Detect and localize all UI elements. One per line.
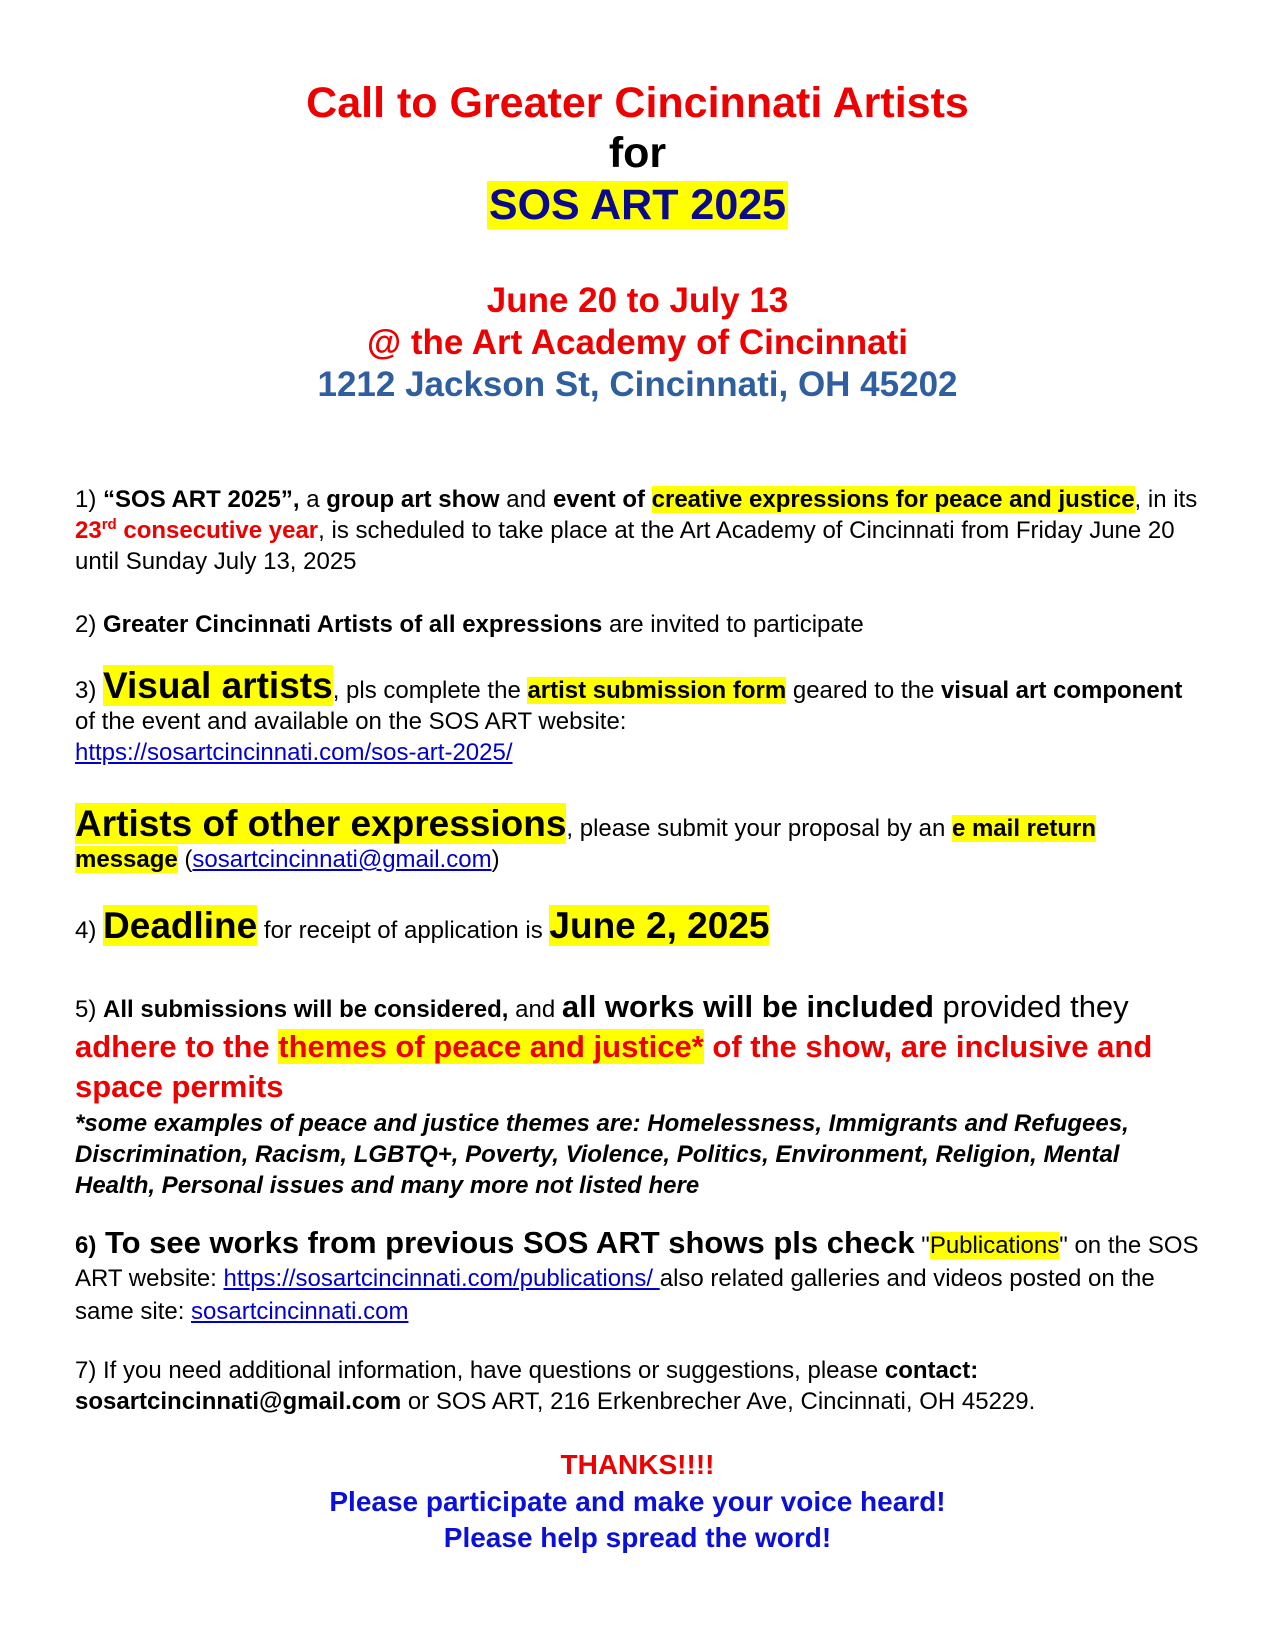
section-2 [75,609,1205,640]
venue-address: 1212 Jackson St, Cincinnati, OH 45202 [317,365,958,404]
website-link[interactable]: sosartcincinnati.com [191,1298,409,1325]
text: are invited to participate [602,611,864,638]
section-number: 3) [75,677,104,704]
text: ) [491,846,500,873]
event-venue: @ the Art Academy of Cincinnati [366,323,909,362]
section-1 [75,484,1205,577]
text: " [914,1232,930,1259]
section-number: 6) [75,1232,97,1259]
section-4 [75,905,1205,946]
section-6 [75,1226,1205,1328]
section-number: 5) [75,996,104,1023]
title-line-3 [0,178,1275,232]
text: , pls complete the [332,677,528,704]
text: If you need additional information, have questions or suggestions, please [103,1357,885,1384]
text: ( [177,846,193,873]
section-number: 2) [75,611,104,638]
text: , in its [1134,486,1198,513]
section-3 [75,665,1205,768]
text: on the SOS ART website: [75,1232,1199,1292]
show-name: “SOS ART 2025”, [103,486,300,513]
text: of the event and available on the SOS ART website: [75,708,627,735]
contact-email: contact: sosartcincinnati@gmail.com [75,1357,979,1415]
call-to-action-1: Please participate and make your voice heard! [329,1486,946,1517]
deadline-date-highlight: June 2, 2025 [549,905,770,946]
event-of-text: event of [552,486,652,513]
section-number: 7) [75,1357,104,1384]
inclusive-text: of the show, are inclusive and space permits [75,1029,1153,1104]
text: or SOS ART, 216 Erkenbrecher Ave, Cincinnati, OH 45229. [401,1388,1036,1415]
title-line-1: Call to Greater Cincinnati Artists [306,79,969,127]
previous-shows-text: To see works from previous SOS ART shows pls check [96,1225,915,1260]
submission-form-highlight: artist submission form [527,677,787,704]
sos-art-2025-link[interactable]: https://sosartcincinnati.com/sos-art-2025/ [75,739,513,766]
text: and [499,486,553,513]
consecutive-year-text: consecutive year [116,517,319,544]
section-number: 1) [75,486,104,513]
artists-invited-bold: Greater Cincinnati Artists of all expressions [103,611,603,638]
visual-art-component: visual art component [940,677,1183,704]
text: and [508,996,562,1023]
deadline-highlight: Deadline [103,905,258,946]
themes-footnote: *some examples of peace and justice themes are: Homelessness, Immigrants and Refugees, Discrimination, Racism, LGBTQ+, Poverty, Violence, Politics, Environment, Religion, Mental Health, Personal issues and many more not listed here [75,1110,1129,1199]
adhere-text: adhere to the [75,1029,279,1064]
group-show-text: group art show [326,486,500,513]
included-text: all works will be included [561,989,934,1024]
text: provided they [933,989,1129,1024]
call-to-action-2: Please help spread the word! [443,1522,832,1553]
considered-text: All submissions will be considered, [103,996,509,1023]
text: , is scheduled to take place at the Art Academy of Cincinnati from Friday June 20 until Sunday July 13, 2025 [75,517,1175,575]
ordinal-number: 23 [75,517,102,544]
themes-highlight: themes of peace and justice* [278,1029,704,1064]
section-7 [75,1355,1205,1417]
thanks-text: THANKS!!!! [560,1449,715,1480]
event-dates: June 20 to July 13 [486,281,789,320]
publications-link[interactable]: https://sosartcincinnati.com/publications/ [223,1265,660,1292]
text: for receipt of application is [257,917,550,944]
peace-justice-highlight: creative expressions for peace and justice [651,486,1135,513]
visual-artists-highlight: Visual artists [103,665,333,706]
text: " [1059,1232,1068,1259]
section-3b [75,803,1205,875]
text: , please submit your proposal by an [566,815,952,842]
email-link[interactable]: sosartcincinnati@gmail.com [192,846,492,873]
text: a [299,486,327,513]
text: also related galleries and videos posted on the same site: [75,1265,1155,1325]
email-return-highlight: e mail return message [75,815,1096,873]
text: geared to the [786,677,941,704]
event-name-highlight: SOS ART 2025 [488,181,787,229]
section-number: 4) [75,917,104,944]
section-5 [75,988,1205,1201]
ordinal-suffix: rd [101,516,117,533]
publications-highlight: Publications [929,1232,1060,1259]
other-artists-highlight: Artists of other expressions [75,803,567,844]
title-line-2: for [608,129,667,177]
